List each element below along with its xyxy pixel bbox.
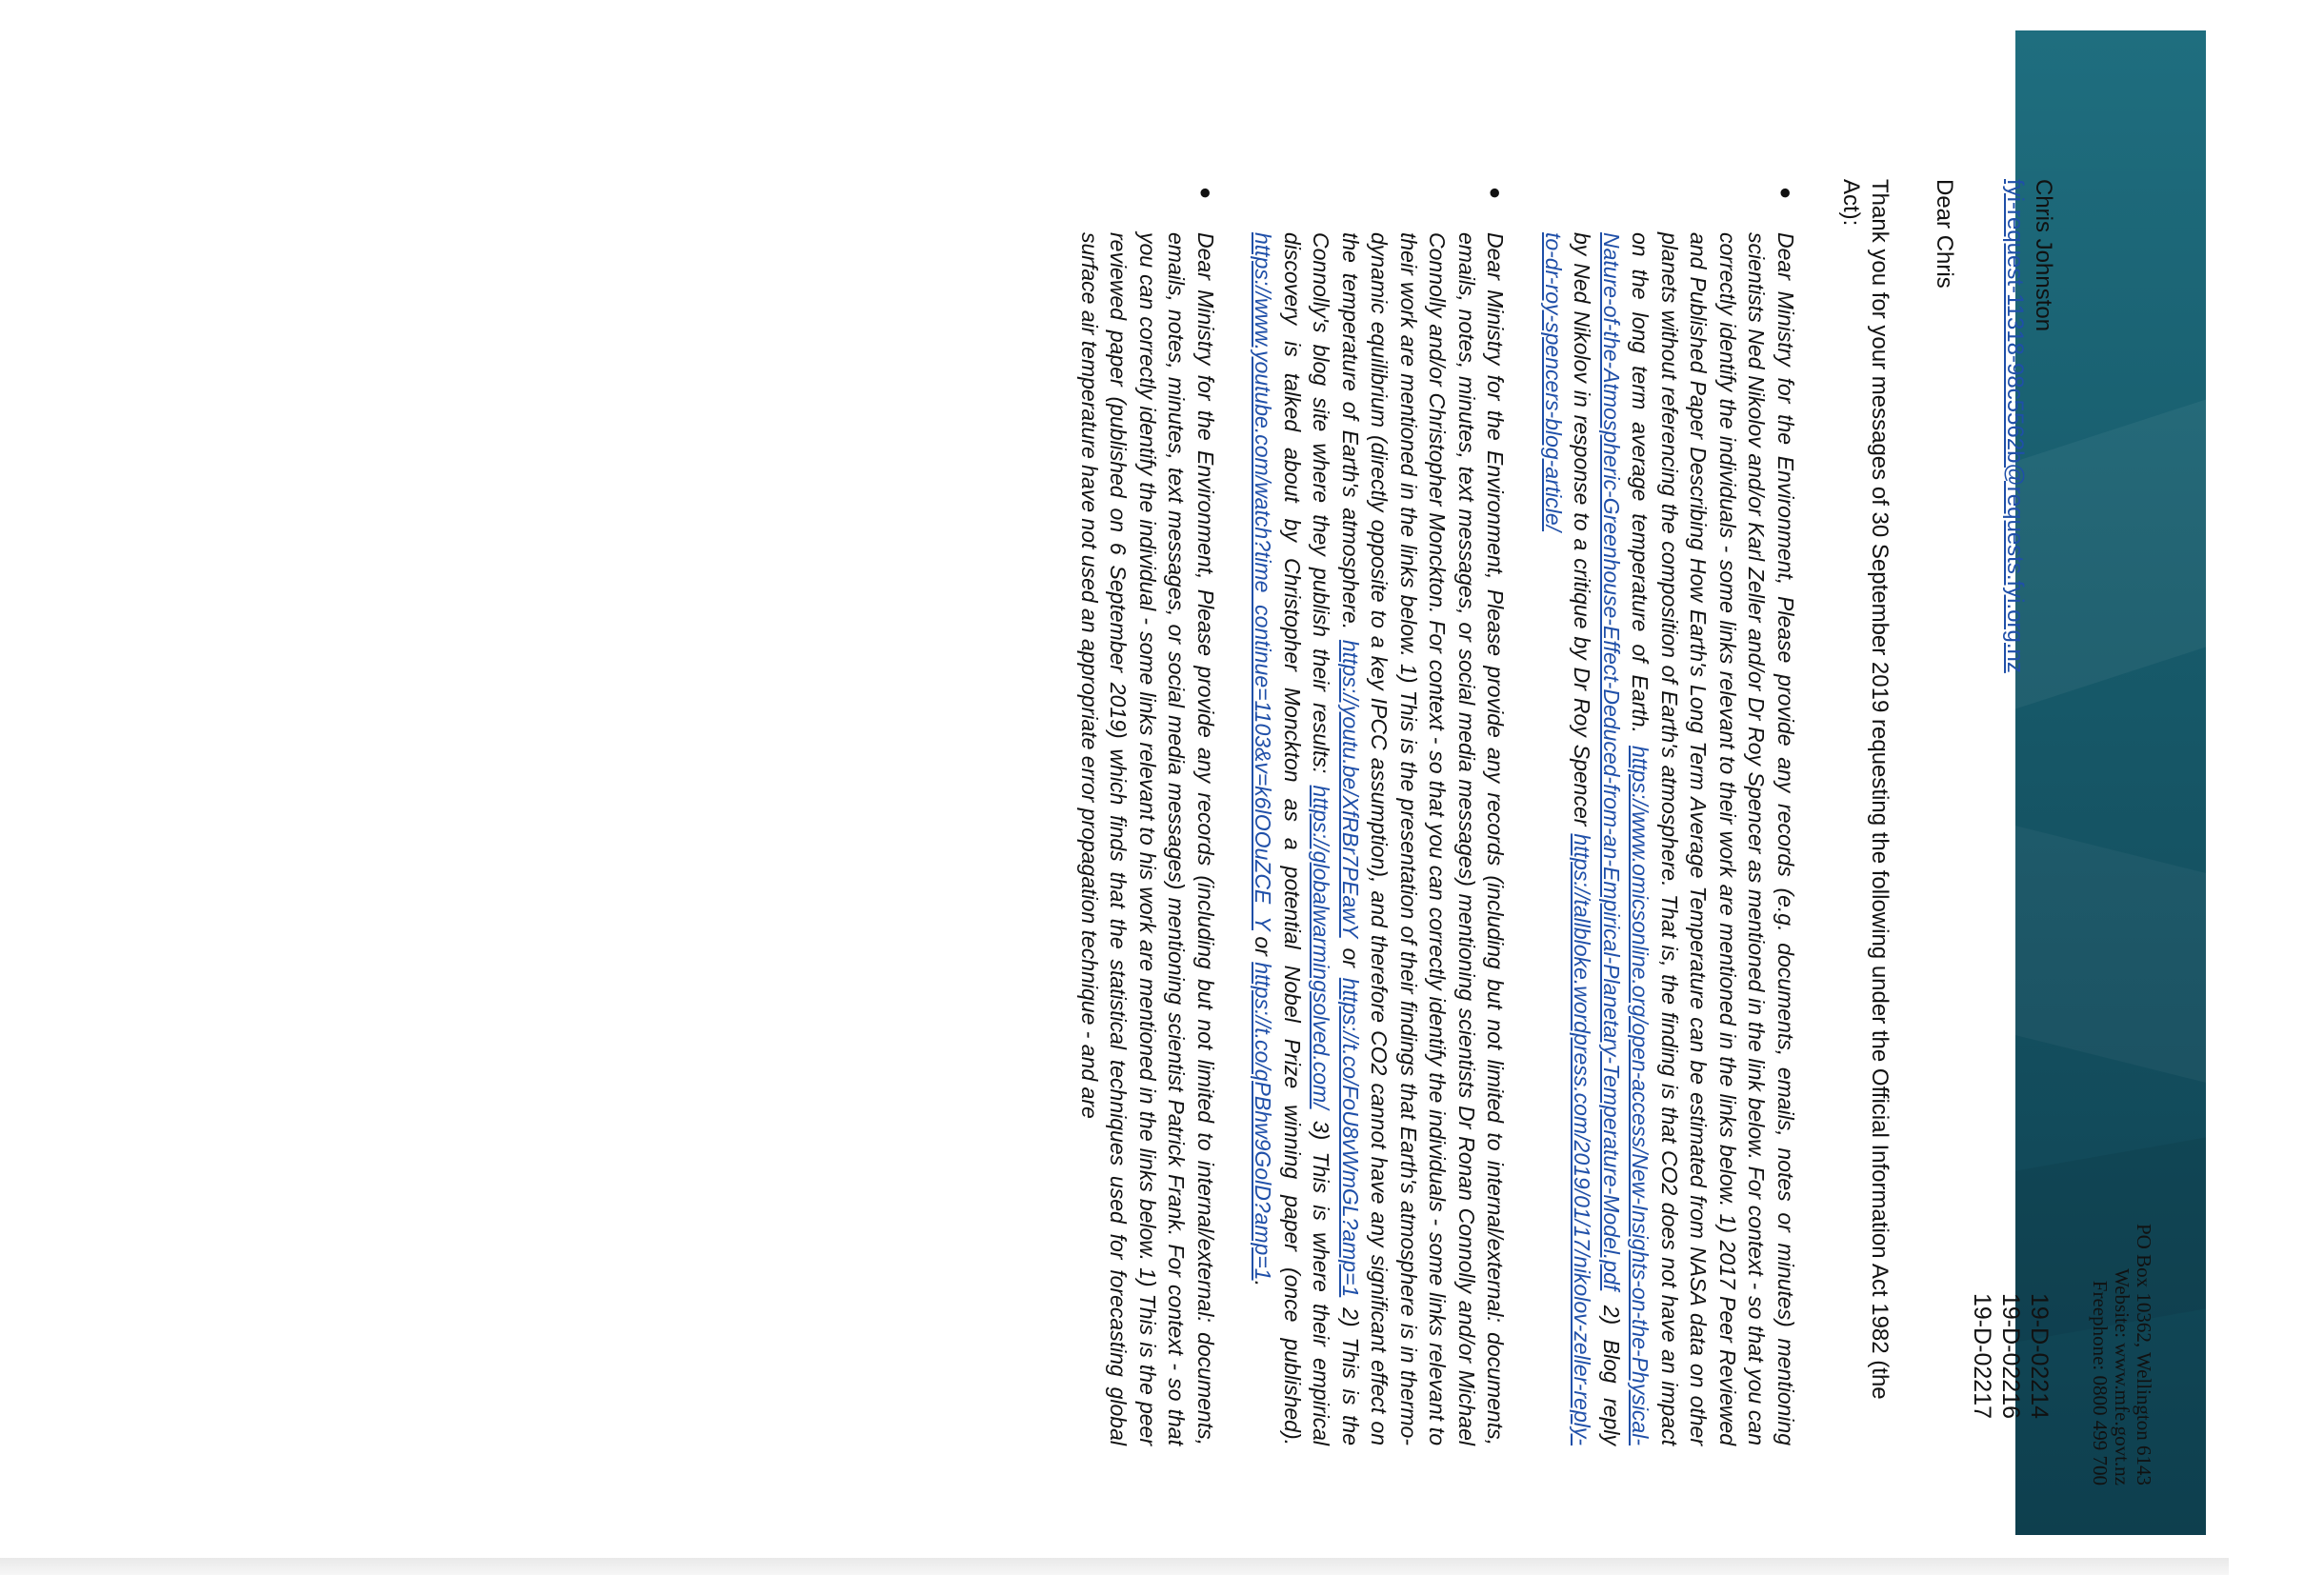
reference-number: 19-D-02216	[1997, 1292, 2024, 1419]
request-text: or	[1251, 930, 1276, 963]
bullet-icon: ●	[1194, 187, 1218, 200]
salutation: Dear Chris	[1932, 179, 1957, 289]
address-freephone: Freephone: 0800 499 700	[2089, 1280, 2112, 1485]
mfe-logo-icon	[2235, 141, 2308, 213]
request-link[interactable]: https://tallbloke.wordpress.com/2019/01/17/nikolov-zeller-reply-to-dr-roy-spencers-blog-article/	[1541, 232, 1595, 1445]
reference-number: 19-D-02214	[2026, 1292, 2053, 1419]
request-text: Dear Ministry for the Environment, Please provide any records (including but not limited to internal/external: documents, emails, notes, minutes, text messages, or social media messages) mentioning scientists Dr Ronan Connolly and/or Michael Connolly and/or Christopher Monckton. For context - so that you can correctly identify the individuals - some links relevant to their work are mentioned in the links below. 1) This is the presentation of their findings that Earth's atmosphere is in thermo-dynamic equilibrium (directly opposite to a key IPCC assumption), and therefore CO2 cannot have any significant effect on the temperature of Earth's atmosphere.	[1338, 232, 1509, 1445]
ministry-logo	[2219, 141, 2324, 448]
request-text: 2) Blog reply by Ned Nikolov in response to a critique by Dr Roy Spencer	[1570, 232, 1624, 1445]
logo-maori-name: Manatū Mō Te Taiao	[2245, 242, 2256, 338]
logo-ministry-small: Ministry for the	[2288, 242, 2299, 316]
request-item	[1249, 179, 1511, 1445]
request-link[interactable]: https://t.co/FoU8vWmGL?amp=1	[1338, 977, 1363, 1298]
address-website: Website: www.mfe.govt.nz	[2111, 1268, 2134, 1485]
letter-page	[229, 38, 2299, 1524]
request-item	[1075, 179, 1221, 1445]
recipient-name: Chris Johnston	[2031, 179, 2056, 332]
request-text: 2) This is the Connolly's blog site where they publish their results:	[1309, 232, 1363, 1446]
scan-edge	[0, 1558, 2229, 1575]
request-link[interactable]: https://www.youtube.com/watch?time_continue=1103&v=k6lOOuZCE_Y	[1251, 232, 1276, 930]
bullet-icon: ●	[1484, 187, 1509, 200]
address-po-box: PO Box 10362, Wellington 6143	[2133, 1223, 2155, 1485]
request-text: Dear Ministry for the Environment, Please provide any records (including but not limited to internal/external: documents, emails, notes, minutes, text messages, or social media messages) mentioning scientist Patrick Frank. For context - so that you can correctly identify the individual - some links relevant to his work are mentioned in the links below. 1) This is the peer reviewed paper (published on 6 September 2019) which finds that the statistical techniques used for forecasting global surface air temperature have not used an appropriate error propagation technique - and are	[1077, 232, 1218, 1445]
request-item	[1539, 179, 1801, 1445]
request-link[interactable]: https://youtu.be/XfRBr7PEawY	[1338, 639, 1363, 938]
bullet-icon: ●	[1774, 187, 1798, 200]
intro-paragraph: Thank you for your messages of 30 September 2019 requesting the following under the Official Information Act 1982 (the Act):	[1838, 179, 1893, 1400]
request-text: or	[1338, 937, 1363, 978]
logo-text	[2245, 242, 2298, 448]
letter-body	[1047, 179, 2058, 1445]
request-link[interactable]: https://t.co/qPBhw9GolD?amp=1	[1251, 962, 1276, 1281]
logo-divider	[2238, 229, 2305, 230]
request-text: Dear Ministry for the Environment, Please provide any records (e.g. documents, emails, notes or minutes) mentioning scientists Ned Nikolov and/or Karl Zeller and/or Dr Roy Spencer as mentioned in the link below. For context - so that you can correctly identify the individuals - some links relevant to their work are mentioned in the links below. 1) 2017 Peer Reviewed and Published Paper Describing How Earth's Long Term Average Temperature can be estimated from NASA data on other planets without referencing the composition of Earth's atmosphere. That is, the finding is that CO2 does not have an impact on the long term average temperature of Earth.	[1628, 232, 1798, 1445]
logo-ministry-name: Environment	[2255, 242, 2289, 448]
request-text: 3) This is where their empirical discovery is talked about by Christopher Monckton as a potential Nobel Prize winning paper (once published).	[1280, 232, 1334, 1445]
request-list	[1075, 179, 1801, 1445]
request-link[interactable]: https://www.omicsonline.org/open-access/New-Insights-on-the-Physical-Nature-of-the-Atmospheric-Greenhouse-Effect-Deduced-from-an-Empirical-Planetary-Temperature-Model.pdf	[1599, 232, 1653, 1445]
reference-number: 19-D-02217	[1969, 1292, 1995, 1419]
request-link[interactable]: https://globalwarmingsolved.com/	[1309, 785, 1334, 1109]
recipient-email-link[interactable]: fyi-request-11318-98c5562b@requests.fyi.org.nz	[2002, 179, 2028, 673]
request-text: .	[1251, 1280, 1276, 1286]
ministry-address	[2089, 1224, 2154, 1485]
